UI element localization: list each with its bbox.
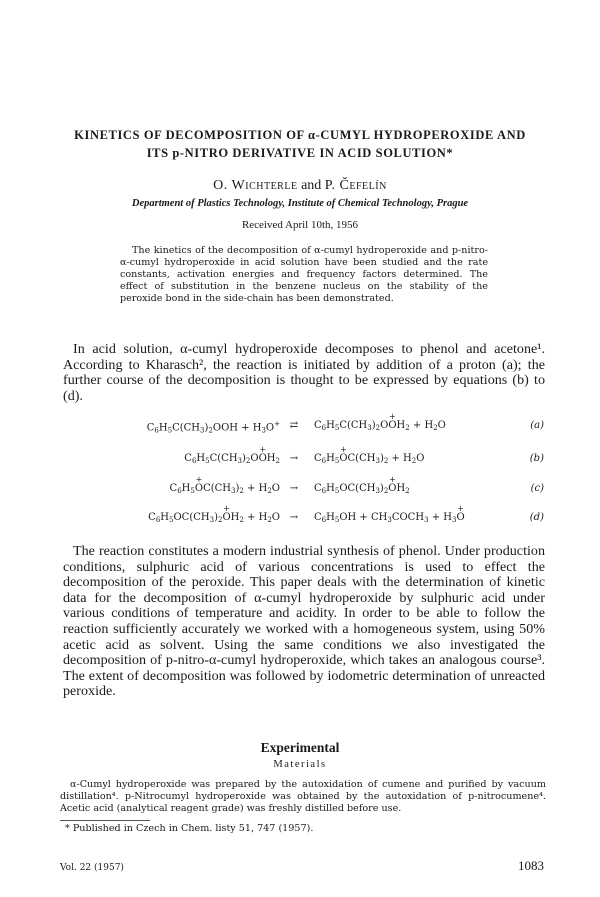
footnote: * Published in Czech in Chem. listy 51, 747 (1957). — [65, 823, 314, 834]
equation-a — [100, 420, 544, 436]
equation-d-lhs: $C_6H_5OC(CH_3)_2+ OH_2 + H_2O$ — [148, 512, 280, 523]
equation-d-rhs: $C_6H_5OH$ + $CH_3COCH_3 + H_3+ O$ — [314, 512, 465, 523]
equation-c-lhs: $C_6H_5+ OC(CH_3)_2 + H_2O$ — [170, 483, 280, 494]
equation-d-arrow: → — [289, 512, 299, 523]
equation-a-rhs: $C_6H_5C(CH_3)_2O+ OH_2 + H_2O$ — [314, 420, 446, 431]
volume-info: Vol. 22 (1957) — [60, 863, 124, 873]
affiliation: Department of Plastics Technology, Institute of Chemical Technology, Prague — [131, 198, 469, 209]
article-title — [30, 126, 570, 162]
intro-paragraph: In acid solution, α-cumyl hydroperoxide decomposes to phenol and acetone¹. According to Kharasch², the reaction is initiated by addition of a proton (a); the further course of the decomposition is thought to be expressed by equations (b) to (d). — [63, 341, 545, 404]
materials-text: α-Cumyl hydroperoxide was prepared by the autoxidation of cumene and purified by vacuum distillation⁴. p-Nitrocumyl hydroperoxide was obtained by the autoxidation of p-nitrocumene⁴. Acetic acid (analytical reagent grade) was freshly distilled before use. — [60, 779, 546, 815]
author-connector: and — [301, 178, 322, 193]
authors — [0, 178, 600, 194]
equation-c — [100, 483, 544, 499]
equation-c-rhs: $C_6H_5OC(CH_3)_2+ OH_2$ — [314, 483, 410, 494]
equation-a-lhs: $C_6H_5C(CH_3)_2OOH + H_3O^+$ — [146, 420, 280, 435]
footnote-rule — [60, 820, 150, 821]
abstract: The kinetics of the decomposition of α-cumyl hydroperoxide and p-nitro-α-cumyl hydroperoxide in acid solution have been studied and the rate constants, activation energies and frequency factors determined. The effect of substitution in the benzene nucleus on the stability of the peroxide bond in the side-chain has been demonstrated. — [120, 245, 488, 305]
equation-b-rhs: $C_6H_5+ OC(CH_3)_2 + H_2O$ — [314, 453, 424, 464]
equation-b-label: (b) — [529, 453, 544, 464]
equation-b-lhs: $C_6H_5C(CH_3)_2O+ OH_2$ — [184, 453, 280, 464]
section-heading: Experimental — [260, 740, 340, 755]
equation-b — [100, 453, 544, 469]
title-line-2: ITS p-NITRO DERIVATIVE IN ACID SOLUTION* — [146, 146, 454, 160]
subsection-heading: Materials — [273, 759, 327, 770]
equation-c-arrow: → — [289, 483, 299, 494]
equation-d — [100, 512, 544, 528]
equation-b-arrow: → — [289, 453, 299, 464]
author-1: O. Wichterle — [213, 178, 298, 193]
equation-d-label: (d) — [529, 512, 544, 523]
title-line-1: KINETICS OF DECOMPOSITION OF α-CUMYL HYDROPEROXIDE AND — [74, 128, 526, 142]
equation-a-arrow: ⇄ — [289, 420, 299, 431]
author-2: P. Čefelín — [324, 178, 387, 193]
equation-a-label: (a) — [530, 420, 544, 431]
equation-c-label: (c) — [530, 483, 544, 494]
page-number: 1083 — [518, 858, 544, 873]
body-paragraph: The reaction constitutes a modern industrial synthesis of phenol. Under production conditions, sulphuric acid of various concentrations is used to effect the decomposition of the peroxide. This paper deals with the determination of kinetic data for the decomposition of α-cumyl hydroperoxide by sulphuric acid under various conditions of temperature and acidity. In order to be able to follow the reaction sufficiently accurately we worked with a homogeneous system, using 50% acetic acid as solvent. Using the same conditions we also investigated the decomposition of p-nitro-α-cumyl hydroperoxide, which takes an analogous course³. The extent of decomposition was followed by iodometric determination of unreacted peroxide. — [63, 543, 545, 700]
received-date: Received April 10th, 1956 — [241, 219, 359, 231]
